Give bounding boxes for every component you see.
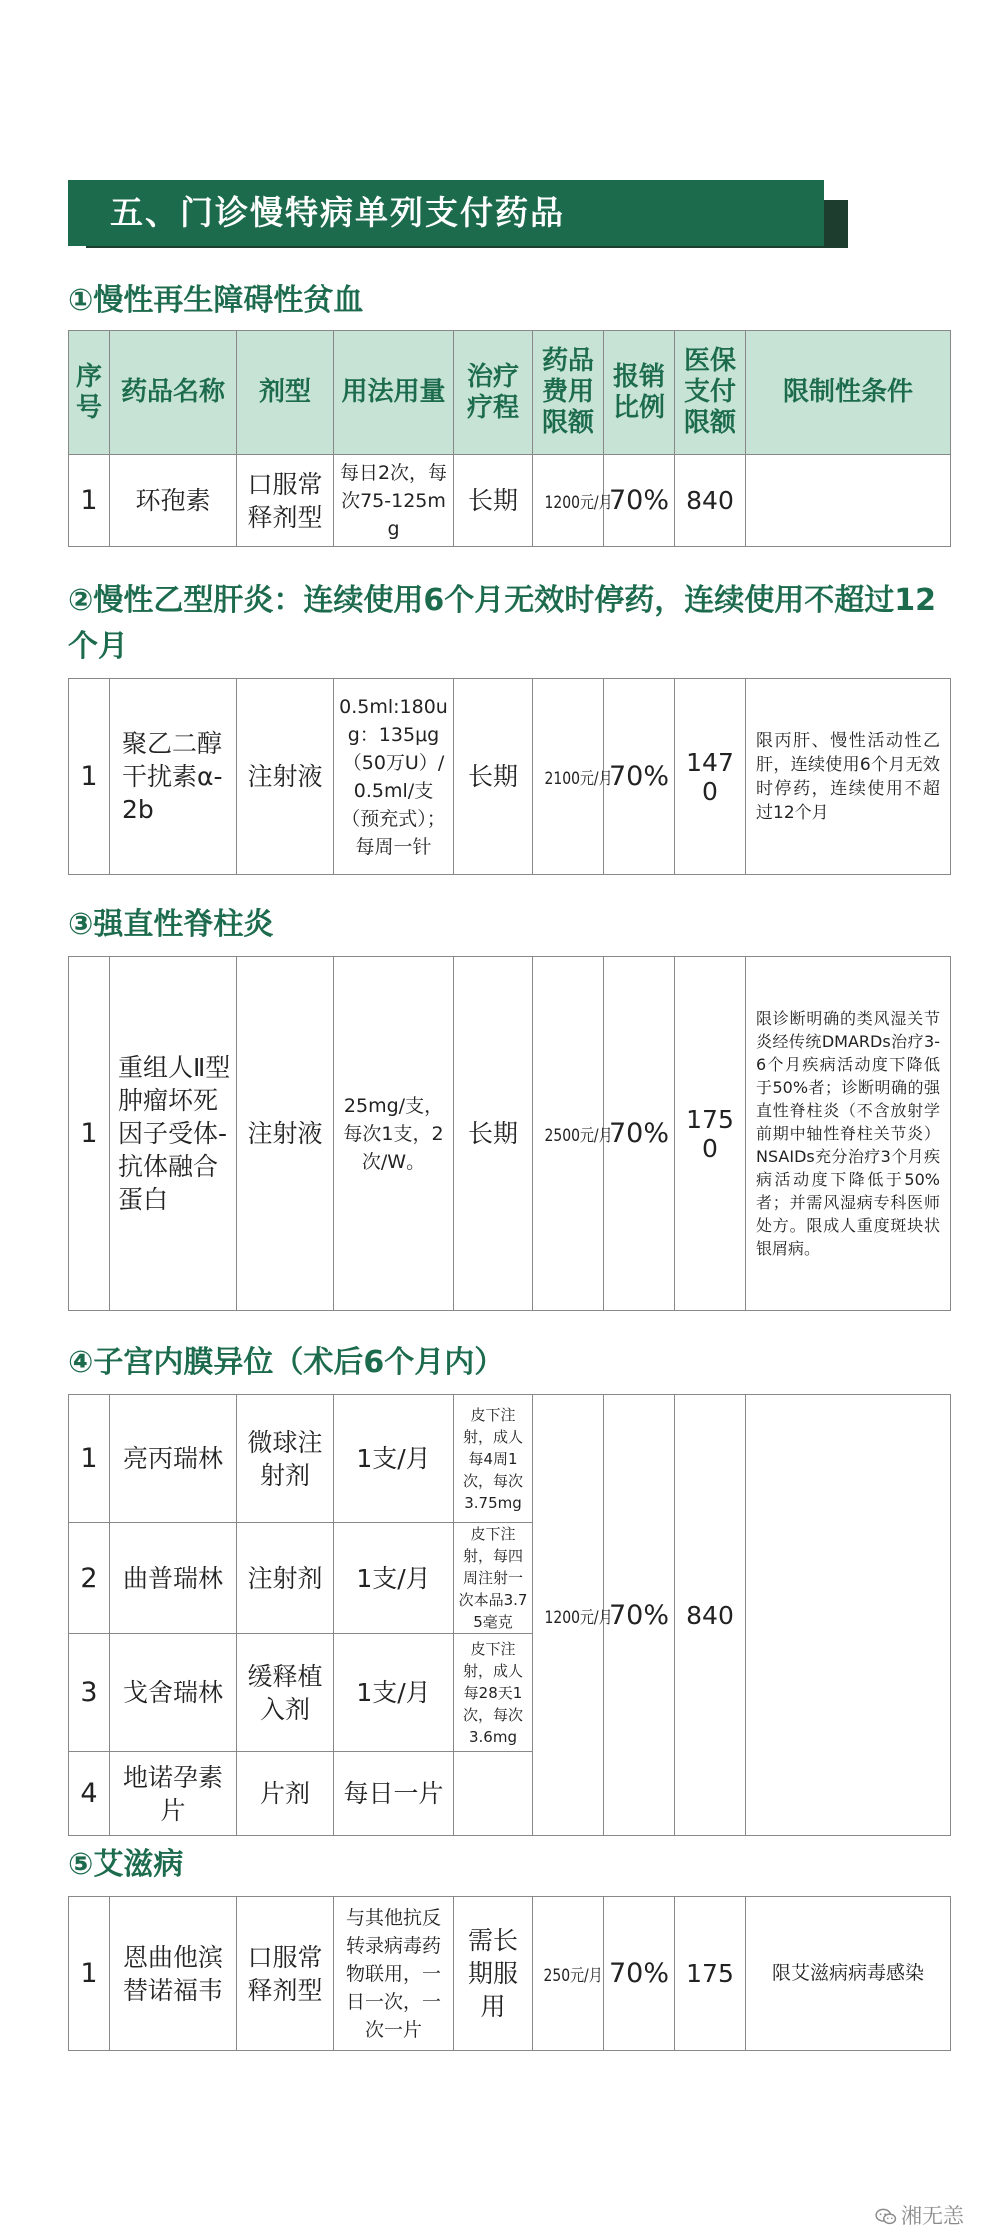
cell-usage: 1支/月	[334, 1395, 454, 1523]
cell-form: 口服常释剂型	[237, 1897, 334, 2051]
table-header-row	[69, 331, 951, 455]
cell-conditions: 限丙肝、慢性活动性乙肝，连续使用6个月无效时停药，连续使用不超过12个月	[746, 679, 951, 875]
page-title: 五、门诊慢特病单列支付药品	[68, 180, 824, 246]
cell-pay-limit: 840	[675, 455, 746, 547]
cell-no: 1	[69, 455, 110, 547]
cell-no: 4	[69, 1752, 110, 1836]
cell-pay-limit: 175	[675, 1897, 746, 2051]
cell-usage: 0.5ml:180ug：135μg（50万U）/0.5ml/支（预充式）；每周一针	[334, 679, 454, 875]
cell-drug-name: 亮丙瑞林	[110, 1395, 237, 1523]
wechat-icon	[875, 2208, 897, 2226]
cell-cycle: 皮下注射，成人每28天1次，每次3.6mg	[454, 1634, 533, 1752]
header-usage: 用法用量	[334, 331, 454, 455]
cell-no: 3	[69, 1634, 110, 1752]
section-title-ankylosing-spondylitis: ③强直性脊柱炎	[68, 907, 274, 942]
cell-cost-limit	[533, 957, 613, 1311]
cost-limit-text: 1200元/月	[544, 493, 613, 513]
table-row	[69, 1897, 951, 2051]
section-title-hepatitis-b: ②慢性乙型肝炎：连续使用6个月无效时停药，连续使用不超过12个月	[68, 583, 937, 664]
watermark-text: 湘无恙	[901, 2204, 964, 2228]
cell-form: 微球注射剂	[237, 1395, 334, 1523]
cost-limit-text: 2500元/月	[544, 1126, 613, 1146]
cell-usage: 每日一片	[334, 1752, 454, 1836]
cell-drug-name: 曲普瑞林	[110, 1523, 237, 1634]
drug-table-aids	[68, 1896, 951, 2051]
cell-no: 1	[69, 1897, 110, 2051]
cost-limit-text: 250元/月	[543, 1966, 603, 1986]
drug-table-hepatitis-b	[68, 678, 951, 875]
header-drug-name: 药品名称	[110, 331, 237, 455]
cell-conditions: 限诊断明确的类风湿关节炎经传统DMARDs治疗3-6个月疾病活动度下降低于50%者；诊断明确的强直性脊柱炎（不含放射学前期中轴性脊柱关节炎）NSAIDs充分治疗3个月疾病活动度下降低于50%者；并需风湿病专科医师处方。限成人重度斑块状银屑病。	[746, 957, 951, 1311]
cell-cost-limit	[533, 455, 613, 547]
table-row	[69, 957, 951, 1311]
cost-limit-text: 2100元/月	[544, 769, 613, 789]
cell-pay-limit: 1750	[675, 957, 746, 1311]
cell-pay-limit: 840	[675, 1395, 746, 1836]
header-cost-limit: 药品费用限额	[533, 331, 604, 455]
section-title-aids: ⑤艾滋病	[68, 1847, 184, 1882]
cell-no: 1	[69, 679, 110, 875]
cell-usage: 与其他抗反转录病毒药物联用，一日一次，一次一片	[334, 1897, 454, 2051]
cell-form: 片剂	[237, 1752, 334, 1836]
cell-cycle	[454, 1752, 533, 1836]
cell-conditions	[746, 455, 951, 547]
section-title-aplastic-anemia: ①慢性再生障碍性贫血	[68, 283, 364, 318]
cell-cost-limit	[533, 1897, 604, 2051]
cell-cycle: 长期	[454, 455, 533, 547]
cell-conditions	[746, 1395, 951, 1836]
cell-ratio: 70%	[604, 679, 675, 875]
cell-no: 1	[69, 1395, 110, 1523]
drug-table-ankylosing-spondylitis	[68, 956, 951, 1311]
header-conditions: 限制性条件	[746, 331, 951, 455]
header-pay-limit: 医保支付限额	[675, 331, 746, 455]
cell-cycle: 长期	[454, 957, 533, 1311]
section-title-endometriosis: ④子宫内膜异位（术后6个月内）	[68, 1345, 505, 1380]
cell-drug-name: 地诺孕素片	[110, 1752, 237, 1836]
cell-cost-limit	[533, 1395, 613, 1836]
cell-drug-name: 环孢素	[110, 455, 237, 547]
cell-ratio: 70%	[604, 957, 675, 1311]
cell-cycle: 需长期服用	[454, 1897, 533, 2051]
header-no: 序号	[69, 331, 110, 455]
cell-drug-name: 戈舍瑞林	[110, 1634, 237, 1752]
cell-usage: 每日2次，每次75-125mg	[334, 455, 454, 547]
cell-cycle: 皮下注射，成人每4周1次，每次3.75mg	[454, 1395, 533, 1523]
cell-form: 口服常释剂型	[237, 455, 334, 547]
cost-limit-text: 1200元/月	[544, 1607, 613, 1628]
header-ratio: 报销比例	[604, 331, 675, 455]
cell-usage: 1支/月	[334, 1523, 454, 1634]
table-row	[69, 455, 951, 547]
cell-form: 注射液	[237, 679, 334, 875]
cell-cycle: 长期	[454, 679, 533, 875]
cell-pay-limit: 1470	[675, 679, 746, 875]
cell-usage: 25mg/支，每次1支，2次/W。	[334, 957, 454, 1311]
cell-form: 缓释植入剂	[237, 1634, 334, 1752]
cell-ratio: 70%	[604, 1897, 675, 2051]
cell-no: 1	[69, 957, 110, 1311]
drug-table-aplastic-anemia	[68, 330, 951, 547]
cell-cycle: 皮下注射，每四周注射一次本品3.75毫克	[454, 1523, 533, 1634]
drug-table-endometriosis	[68, 1394, 951, 1836]
header-form: 剂型	[237, 331, 334, 455]
cell-usage: 1支/月	[334, 1634, 454, 1752]
table-row	[69, 1395, 951, 1523]
table-row	[69, 679, 951, 875]
cell-form: 注射液	[237, 957, 334, 1311]
cell-cost-limit	[533, 679, 613, 875]
cell-ratio: 70%	[604, 455, 675, 547]
header-cycle: 治疗疗程	[454, 331, 533, 455]
cell-no: 2	[69, 1523, 110, 1634]
cell-drug-name: 恩曲他滨替诺福韦	[110, 1897, 237, 2051]
cell-ratio: 70%	[604, 1395, 675, 1836]
cell-drug-name: 聚乙二醇干扰素α-2b	[110, 679, 237, 875]
cell-conditions: 限艾滋病病毒感染	[746, 1897, 951, 2051]
cell-form: 注射剂	[237, 1523, 334, 1634]
watermark	[875, 2200, 964, 2230]
cell-drug-name: 重组人Ⅱ型肿瘤坏死因子受体-抗体融合蛋白	[110, 957, 237, 1311]
